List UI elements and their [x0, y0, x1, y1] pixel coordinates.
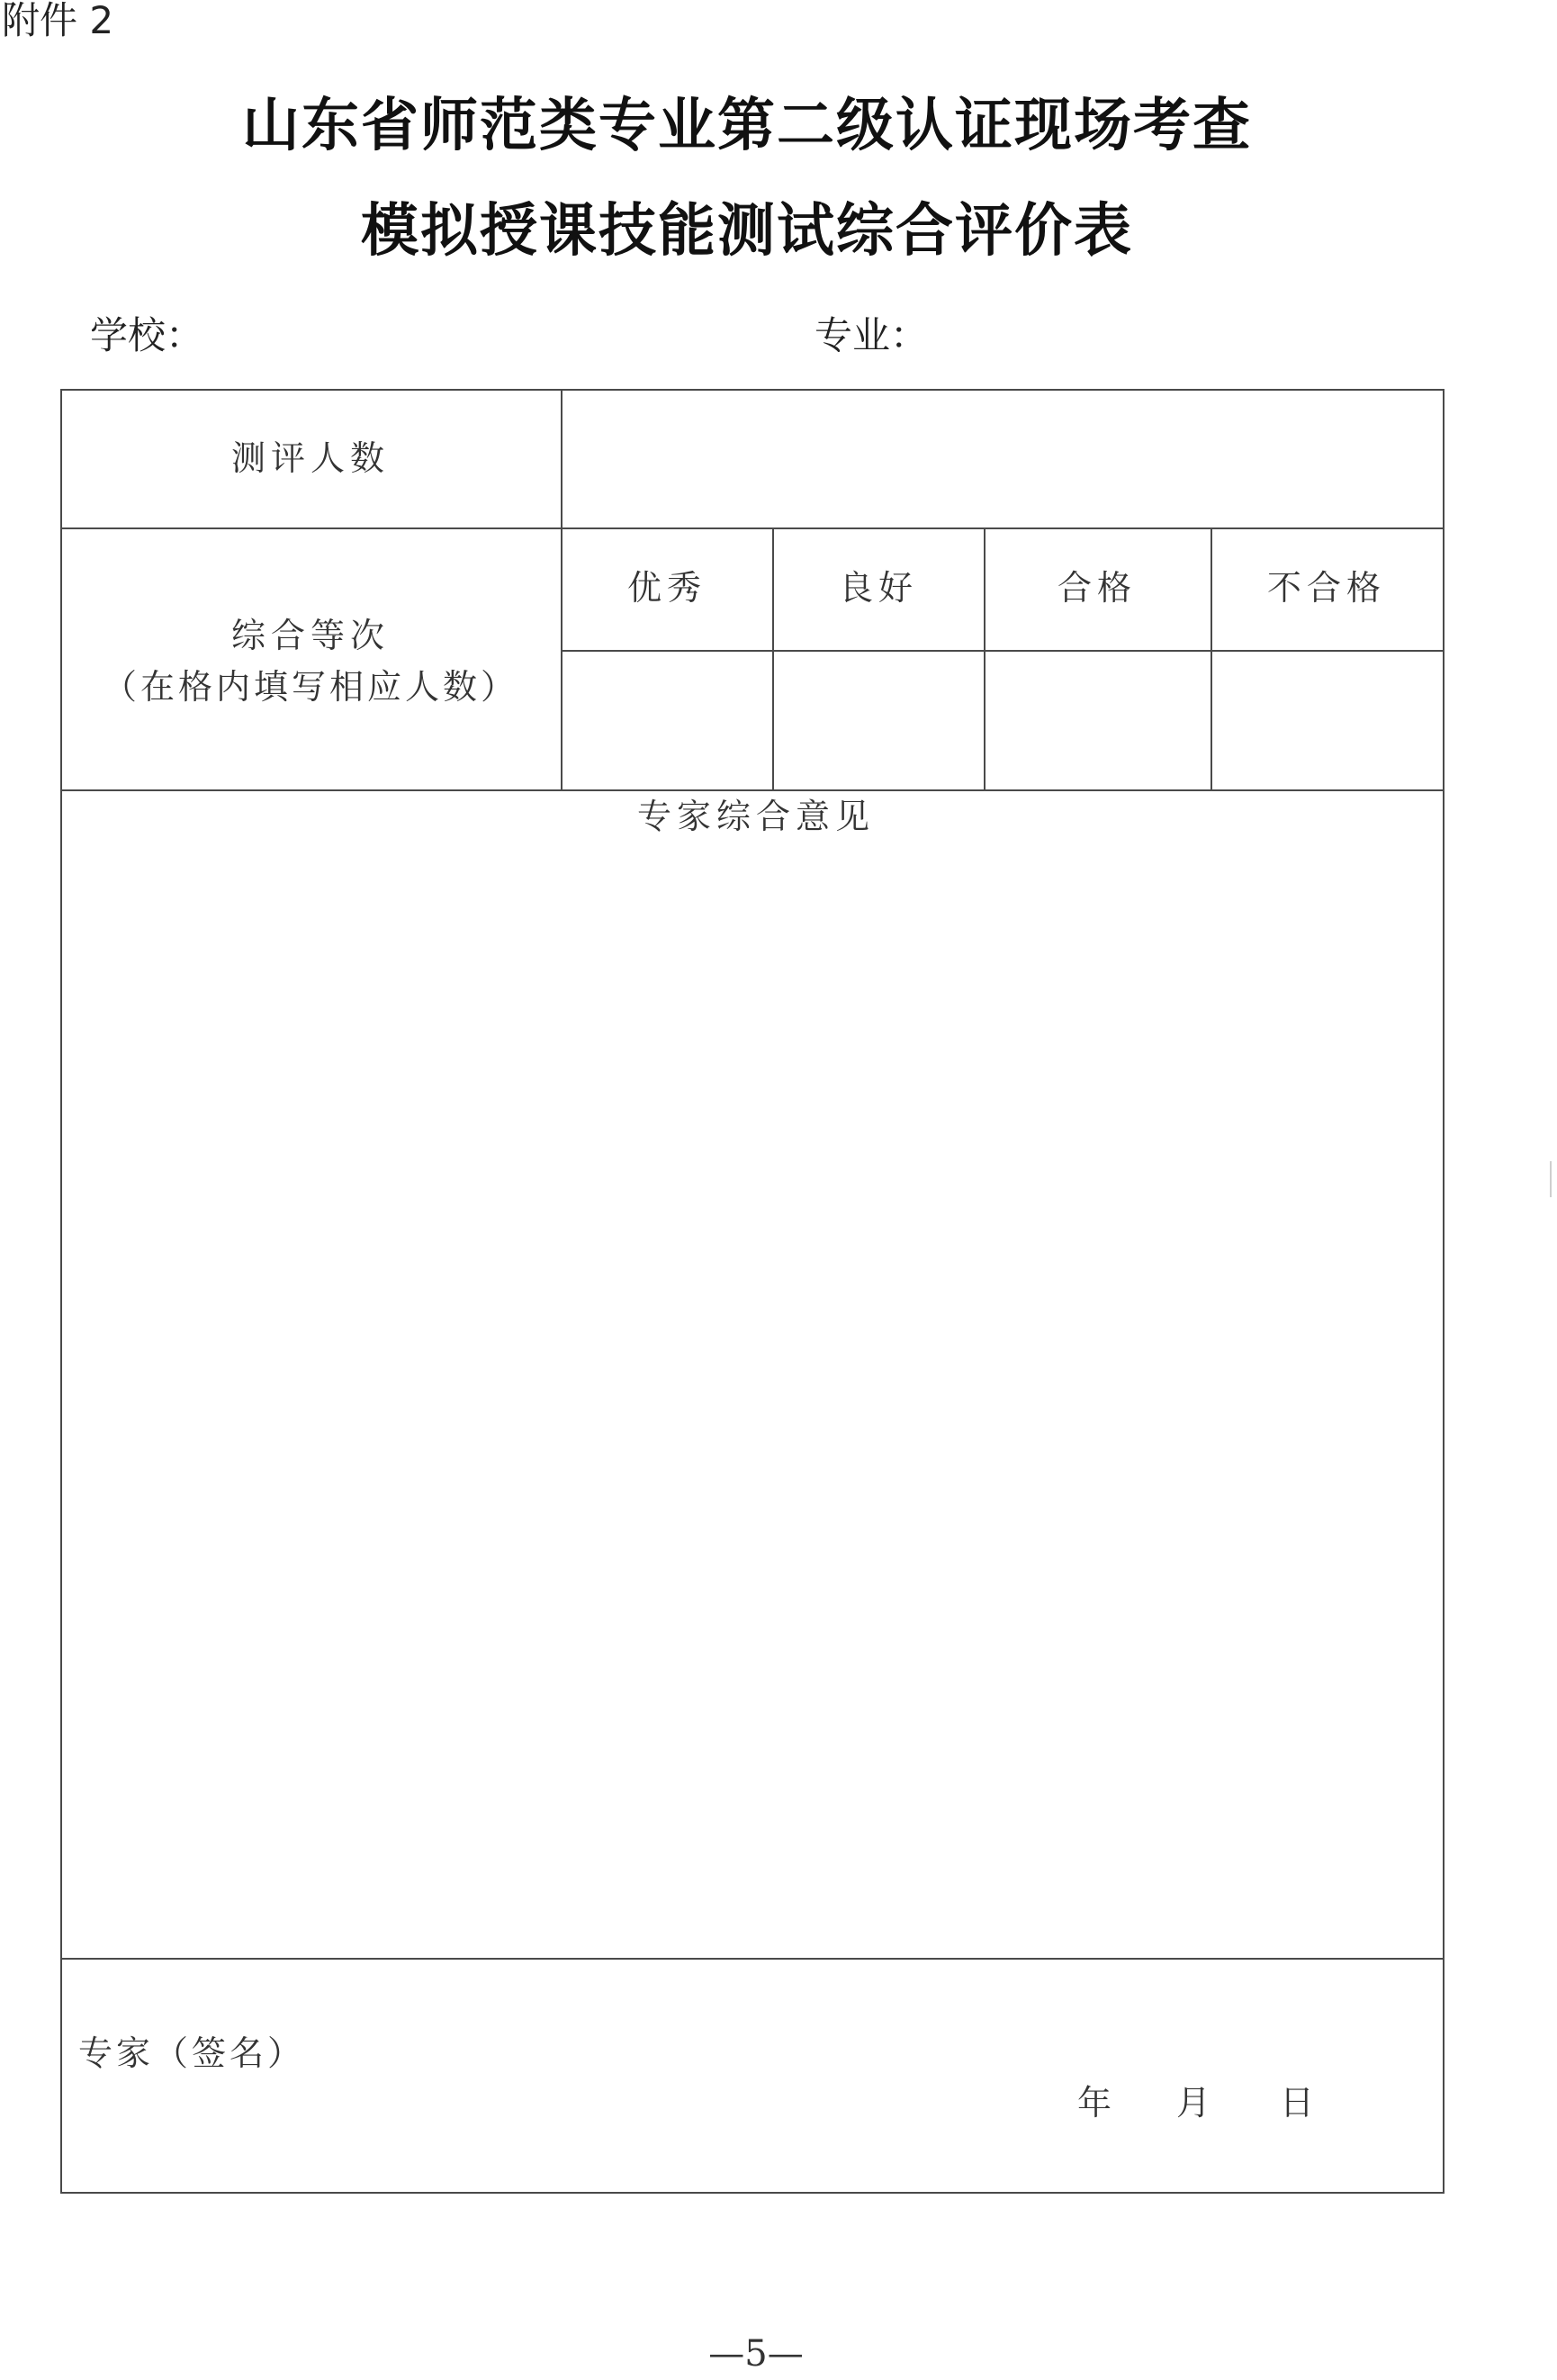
date-day-label: 日 — [1280, 2083, 1320, 2123]
evaluated-count-value[interactable] — [564, 392, 1441, 526]
table-row-divider — [561, 650, 1444, 652]
expert-signature-label: 专家（签名） — [78, 2033, 306, 2073]
table-border-bottom — [60, 2192, 1444, 2194]
table-border-top — [60, 389, 1444, 391]
grade-header-good: 良好 — [838, 568, 919, 608]
school-field-label: 学校： — [90, 313, 204, 357]
grade-count-pass-cell[interactable] — [987, 654, 1209, 788]
table-border-right — [1443, 389, 1444, 2194]
grade-header-excellent: 优秀 — [626, 568, 707, 608]
date-month-label: 月 — [1176, 2083, 1217, 2123]
major-field-label: 专业： — [814, 313, 929, 357]
table-column-divider — [561, 389, 562, 791]
table-row-divider — [60, 1958, 1444, 1960]
overall-grade-label: 综合等次 — [230, 616, 391, 655]
evaluation-form-table — [60, 389, 1444, 2194]
grade-header-fail: 不合格 — [1266, 568, 1387, 608]
attachment-label: 附件 2 — [2, 0, 114, 42]
table-border-left — [60, 389, 62, 2194]
expert-opinion-label: 专家综合意见 — [636, 797, 876, 836]
table-row-divider — [60, 789, 1444, 791]
page-subtitle: 模拟授课技能测试综合评价表 — [361, 197, 1133, 265]
grade-count-good-cell[interactable] — [776, 654, 982, 788]
table-column-divider — [772, 527, 774, 791]
grade-count-fail-cell[interactable] — [1214, 654, 1441, 788]
grade-count-excellent-cell[interactable] — [564, 654, 770, 788]
page-number: —5— — [708, 2333, 804, 2375]
table-row-divider — [60, 527, 1444, 529]
expert-opinion-area[interactable] — [64, 848, 1441, 1955]
table-column-divider — [1210, 527, 1212, 791]
scan-edge-mark — [1550, 1161, 1552, 1197]
date-year-label: 年 — [1077, 2083, 1118, 2123]
page-title: 山东省师范类专业第二级认证现场考查 — [242, 92, 1252, 159]
table-column-divider — [984, 527, 986, 791]
evaluated-count-label: 测评人数 — [230, 438, 391, 478]
grade-header-pass: 合格 — [1057, 568, 1138, 608]
overall-grade-instruction: （在格内填写相应人数） — [102, 667, 519, 707]
